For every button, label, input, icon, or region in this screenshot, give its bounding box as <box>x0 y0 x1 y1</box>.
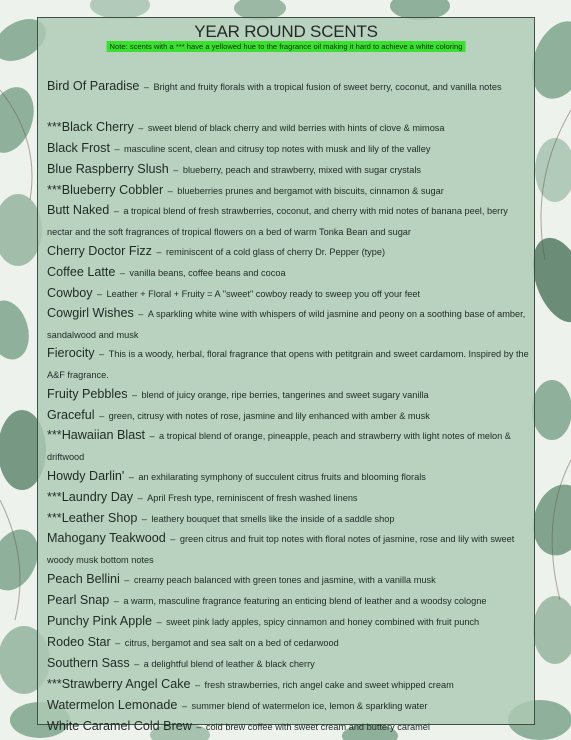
scent-separator: – <box>141 514 147 524</box>
scent-description: blend of juicy orange, ripe berries, tangerines and sweet sugary vanilla <box>141 390 429 400</box>
scent-entry <box>47 507 529 528</box>
scent-name: Black Frost <box>47 141 110 155</box>
scent-entry <box>47 303 529 343</box>
scent-entry <box>47 343 529 383</box>
scent-entry <box>47 200 529 240</box>
scent-description: citrus, bergamot and sea salt on a bed of cedarwood <box>124 638 339 648</box>
scent-separator: – <box>181 701 188 711</box>
scent-separator: – <box>173 165 179 175</box>
scent-name: Blue Raspberry Slush <box>47 162 169 176</box>
scent-entry <box>47 158 529 179</box>
scent-entry <box>47 137 529 158</box>
scent-separator: – <box>96 289 103 299</box>
scent-entry <box>47 715 529 736</box>
scent-separator: – <box>149 431 155 441</box>
scent-name: ***Blueberry Cobbler <box>47 183 164 197</box>
scent-entry <box>47 404 529 425</box>
scent-name: Watermelon Lemonade <box>47 698 178 712</box>
scent-list-panel <box>37 17 535 733</box>
scent-name: Howdy Darlin' <box>47 469 125 483</box>
scent-description: vanilla beans, coffee beans and cocoa <box>129 268 286 278</box>
scent-description: blueberry, peach and strawberry, mixed with sugar crystals <box>182 165 421 175</box>
scent-name: Cowgirl Wishes <box>47 306 134 320</box>
scent-name: Cowboy <box>47 286 93 300</box>
scent-separator: – <box>143 82 149 92</box>
scent-name: ***Hawaiian Blast <box>47 428 146 442</box>
scent-separator: – <box>99 349 105 359</box>
scent-name: Punchy Pink Apple <box>47 614 153 628</box>
scent-entry <box>47 179 529 200</box>
scent-description: a tropical blend of fresh strawberries, coconut, and cherry with mid notes of banana peel, berry nectar and the soft fragrances of tropical flowers on a bed of warm Tonka Bean and sugar <box>47 206 508 237</box>
scent-separator: – <box>128 472 134 482</box>
scent-separator: – <box>113 206 119 216</box>
scent-separator: – <box>124 575 130 585</box>
scent-entry <box>47 116 529 137</box>
scent-separator: – <box>156 617 162 627</box>
scent-name: Fierocity <box>47 346 95 360</box>
scent-description: sweet blend of black cherry and wild berries with hints of clove & mimosa <box>147 123 445 133</box>
scent-entry <box>47 383 529 404</box>
scent-name: ***Leather Shop <box>47 511 138 525</box>
scent-name: ***Black Cherry <box>47 120 134 134</box>
scent-separator: – <box>156 247 162 257</box>
scent-description: blueberries prunes and bergamot with biscuits, cinnamon & sugar <box>177 186 444 196</box>
scent-description: cold brew coffee with sweet cream and buttery caramel <box>205 722 430 732</box>
scent-separator: – <box>194 680 201 690</box>
scent-entry <box>47 568 529 589</box>
scent-entry <box>47 652 529 673</box>
scent-separator: – <box>113 596 119 606</box>
scent-description: This is a woody, herbal, floral fragrance that opens with petitgrain and sweet cardamom. Inspired by the A&F fragrance. <box>47 349 529 380</box>
scent-entry <box>47 610 529 631</box>
scent-name: ***Strawberry Angel Cake <box>47 677 191 691</box>
scent-description: a delightful blend of leather & black cherry <box>143 659 315 669</box>
scent-description: a tropical blend of orange, pineapple, peach and strawberry with light notes of melon & driftwood <box>47 431 511 462</box>
scent-separator: – <box>170 534 176 544</box>
scent-description: green, citrusy with notes of rose, jasmine and lily enhanced with amber & musk <box>108 411 430 421</box>
scent-entry <box>47 589 529 610</box>
scent-name: Coffee Latte <box>47 265 116 279</box>
scent-description: summer blend of watermelon ice, lemon & sparkling water <box>191 701 428 711</box>
scent-name: Fruity Pebbles <box>47 387 128 401</box>
scent-description: an exhilarating symphony of succulent citrus fruits and blooming florals <box>138 472 426 482</box>
scent-description: green citrus and fruit top notes with floral notes of jasmine, rose and lily with sweet woody musk bottom notes <box>47 534 515 565</box>
scent-entry <box>47 282 529 303</box>
scent-separator: – <box>115 638 121 648</box>
scent-name: Bird Of Paradise <box>47 79 140 93</box>
scent-description: Leather + Floral + Fruity = A "sweet" cowboy ready to sweep you off your feet <box>106 289 421 299</box>
scent-name: Cherry Doctor Fizz <box>47 244 152 258</box>
scent-name: ***Laundry Day <box>47 490 134 504</box>
scent-description: masculine scent, clean and citrusy top notes with musk and lily of the valley <box>124 144 431 154</box>
scent-separator: – <box>119 268 125 278</box>
scent-separator: – <box>99 411 105 421</box>
scent-description: fresh strawberries, rich angel cake and sweet whipped cream <box>204 680 454 690</box>
scent-separator: – <box>131 390 138 400</box>
scent-description: a warm, masculine fragrance featuring an enticing blend of leather and a woodsy cologne <box>123 596 487 606</box>
scent-description: leathery bouquet that smells like the inside of a saddle shop <box>151 514 395 524</box>
scent-separator: – <box>138 309 144 319</box>
scent-separator: – <box>134 659 140 669</box>
scent-entry <box>47 76 529 116</box>
scent-description: April Fresh type, reminiscent of fresh washed linens <box>147 493 358 503</box>
coloring-note: Note: scents with a *** have a yellowed hue to the fragrance oil making it hard to achieve a white coloring <box>107 41 466 52</box>
scent-name: Southern Sass <box>47 656 130 670</box>
page-title: YEAR ROUND SCENTS <box>194 22 378 41</box>
scent-name: Butt Naked <box>47 203 110 217</box>
scent-entry <box>47 631 529 652</box>
scent-entry <box>47 425 529 465</box>
scent-separator: – <box>137 493 143 503</box>
scent-entry <box>47 465 529 486</box>
scent-description: Bright and fruity florals with a tropical fusion of sweet berry, coconut, and vanilla notes <box>153 82 502 92</box>
scent-description: reminiscent of a cold glass of cherry Dr. Pepper (type) <box>166 247 386 257</box>
scent-separator: – <box>114 144 120 154</box>
scent-separator: – <box>196 722 202 732</box>
scent-entry <box>47 673 529 694</box>
scent-separator: – <box>167 186 173 196</box>
scent-name: Peach Bellini <box>47 572 120 586</box>
scent-name: Rodeo Star <box>47 635 111 649</box>
scent-name: Pearl Snap <box>47 593 110 607</box>
scent-description: sweet pink lady apples, spicy cinnamon and honey combined with fruit punch <box>166 617 480 627</box>
scent-name: Graceful <box>47 408 95 422</box>
scent-entry <box>47 240 529 261</box>
scent-entry <box>47 261 529 282</box>
scent-entry <box>47 694 529 715</box>
scent-name: White Caramel Cold Brew <box>47 719 192 733</box>
scent-description: creamy peach balanced with green tones and jasmine, with a vanilla musk <box>133 575 436 585</box>
scent-description: A sparkling white wine with whispers of wild jasmine and peony on a soothing base of amber, sandalwood and musk <box>47 309 526 340</box>
scent-entry <box>47 528 529 568</box>
scent-entry <box>47 486 529 507</box>
scent-separator: – <box>138 123 144 133</box>
scent-name: Mahogany Teakwood <box>47 531 166 545</box>
scent-list <box>47 76 529 736</box>
